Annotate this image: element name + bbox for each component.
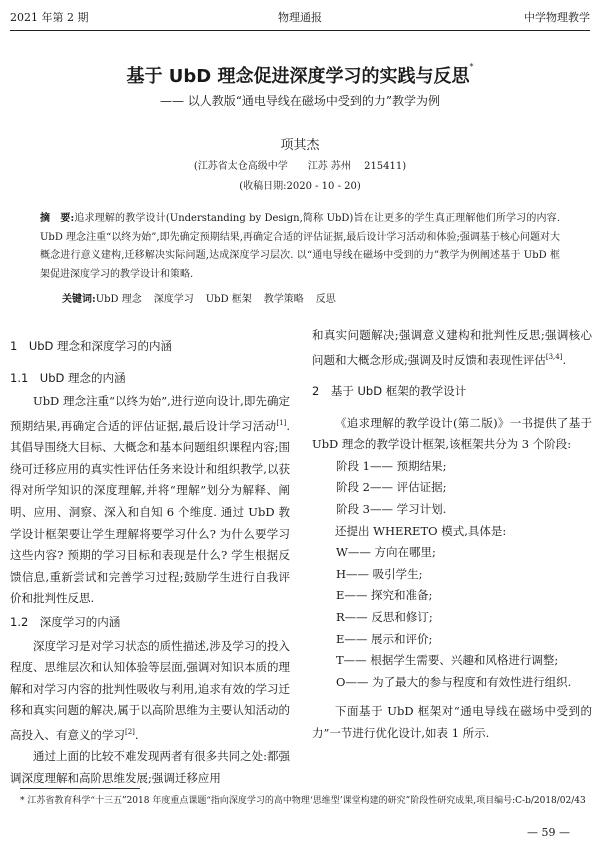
article-title [0, 62, 600, 88]
whereto-item: E—— 展示和评价; [336, 631, 433, 646]
header-section: 中学物理教学 [524, 11, 590, 24]
paragraph [10, 636, 290, 747]
section-heading-2: 2 基于 UbD 框架的教学设计 [312, 384, 467, 399]
received-date: (收稿日期:2020 - 10 - 20) [239, 181, 361, 192]
keyword: UbD 框架 [205, 294, 252, 305]
title-text: 基于 UbD 理念促进深度学习的实践与反思 [126, 66, 470, 87]
header-issue: 2021 年第 2 期 [10, 11, 89, 24]
keyword: 反思 [315, 294, 336, 305]
left-column [10, 330, 290, 790]
abstract-text: 追求理解的教学设计(Understanding by Design,简称 UbD)旨在让更多的学生真正理解他们所学习的内容. UbD 理念注重“以终为始”,即先确定预期结果,再确定合适的评估证据,最后设计学习活动和体验;强调基于核心问题对大概念进行意义建构,迁移解决实际问题,达成深度学习层次. 以“通电导线在磁场中受到的力”教学为例阐述基于 UbD 框架促进深度学习的教学设计和策略. [40, 213, 560, 280]
keywords [62, 290, 348, 305]
keyword: 教学策略 [263, 294, 304, 305]
paragraph: 通过上面的比较不难发现两者有很多共同之处:都强调深度理解和高阶思维发展;强调迁移应用 [10, 749, 290, 785]
keyword: UbD 理念 [95, 294, 142, 305]
header-rule [10, 30, 590, 31]
stage-item: 阶段 3—— 学习计划. [336, 501, 447, 516]
abstract-label: 摘 要: [40, 213, 75, 224]
stage-item: 阶段 1—— 预期结果; [336, 458, 447, 473]
paragraph-text: . 其倡导围绕大目标、大概念和基本问题组织课程内容;围绕可迁移应用的真实性评估任务来设计和组织教学,以获得对所学知识的深度理解,并将“理解”划分为解释、阐明、应用、洞察、深入和自知 6 个维度. 通过 UbD 教学设计框架要让学生理解将要学习什么? 为什么要学习这些内容? 预期的学习目标和表现是什么? 学生根据反馈信息,重新尝试和完善学习过程;鼓励学生进行自我评价和批判性反思. [10, 418, 290, 606]
citation: [3,4] [545, 352, 563, 361]
abstract [40, 210, 560, 284]
whereto-item: E—— 探究和准备; [336, 588, 433, 603]
footnote-rule [20, 788, 140, 789]
footnote: * 江苏省教育科学“十三五”2018 年度重点课题“指向深度学习的高中物理‘思维型’课堂构建的研究”阶段性研究成果,项目编号:C-b/2018/02/43 [20, 796, 586, 806]
paragraph [312, 325, 592, 371]
paragraph-text: . [562, 352, 567, 367]
paragraph: 《追求理解的教学设计(第二版)》一书提供了基于 UbD 理念的教学设计框架,该框架共分为 3 个阶段: [312, 415, 592, 452]
whereto-item: W—— 方向在哪里; [336, 545, 436, 560]
right-column [312, 325, 592, 745]
whereto-item: R—— 反思和修订; [336, 609, 433, 624]
subsection-heading-1-1: 1.1 UbD 理念的内涵 [10, 370, 126, 385]
section-heading-1: 1 UbD 理念和深度学习的内涵 [10, 339, 173, 353]
paragraph: 下面基于 UbD 框架对“通电导线在磁场中受到的力”一节进行优化设计,如表 1 所示. [312, 704, 592, 740]
subsection-heading-1-2: 1.2 深度学习的内涵 [10, 614, 121, 629]
keywords-label: 关键词: [62, 294, 96, 305]
paragraph-text: 深度学习是对学习状态的质性描述,涉及学习的投入程度、思维层次和认知体验等层面,强调对知识本质的理解和对学习内容的批判性吸收与利用,追求有效的学习迁移和真实问题的解决,属于以高阶思维为主要认知活动的高投入、有意义的学习 [10, 638, 290, 742]
citation: [2] [125, 727, 135, 736]
author-name: 项其杰 [280, 138, 320, 153]
article-subtitle: —— 以人教版“通电导线在磁场中受到的力”教学为例 [159, 94, 441, 108]
header-journal: 物理通报 [278, 11, 322, 24]
paragraph-text: 和真实问题解决;强调意义建构和批判性反思;强调核心问题和大概念形成;强调及时反馈和表现性评估 [312, 328, 592, 367]
paragraph-text: . [134, 727, 139, 742]
paragraph-text: UbD 理念注重“以终为始”,进行逆向设计,即先确定预期结果,再确定合适的评估证据,最后设计学习活动 [10, 394, 290, 433]
keyword: 深度学习 [153, 294, 194, 305]
whereto-item: T—— 根据学生需要、兴趣和风格进行调整; [336, 653, 559, 668]
paragraph [10, 391, 290, 610]
whereto-item: H—— 吸引学生; [336, 566, 423, 581]
paragraph: 还提出 WHERETO 模式,具体是: [335, 523, 507, 538]
citation: [1] [276, 418, 287, 427]
title-footnote-mark: * [469, 62, 474, 71]
author-affiliation: (江苏省太仓高级中学 江苏 苏州 215411) [193, 161, 407, 172]
whereto-item: O—— 为了最大的参与程度和有效性进行组织. [336, 674, 572, 689]
stage-item: 阶段 2—— 评估证据; [336, 480, 447, 495]
running-header [10, 8, 590, 26]
page-number: — 59 — [527, 826, 570, 839]
